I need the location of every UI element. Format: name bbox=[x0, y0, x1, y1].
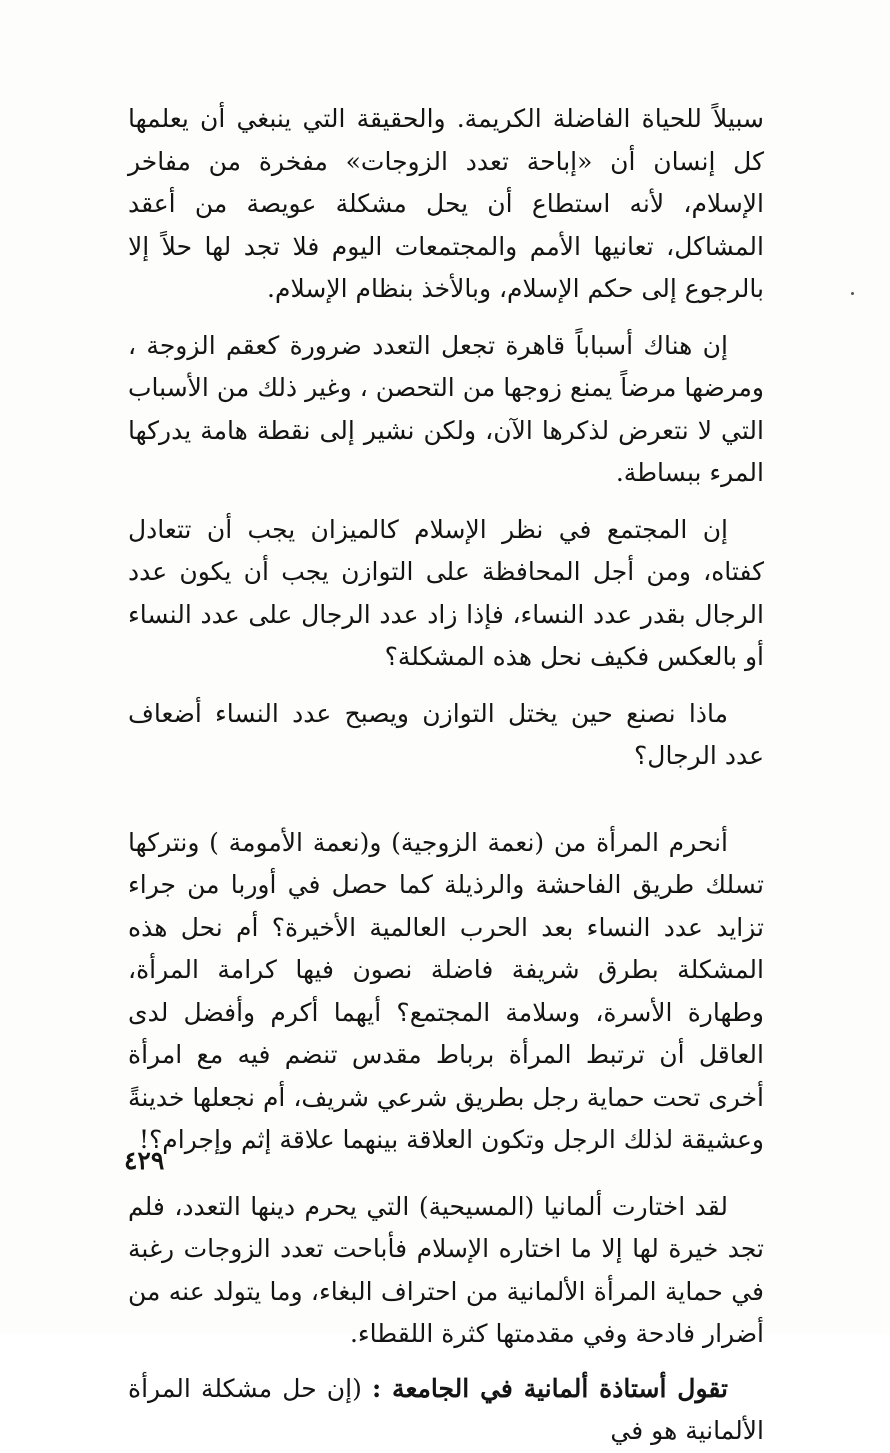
paragraph-6: لقد اختارت ألمانيا (المسيحية) التي يحرم دينها التعدد، فلم تجد خيرة لها إلا ما اختاره الإسلام فأباحت تعدد الزوجات رغبة في حماية المرأة الألمانية من احتراف البغاء، وما يتولد عنه من أضرار فادحة وفي مقدمتها كثرة اللقطاء. bbox=[128, 1191, 764, 1348]
paragraph-2: إن هناك أسباباً قاهرة تجعل التعدد ضرورة كعقم الزوجة ، ومرضها مرضاً يمنع زوجها من التحصن ، وغير ذلك من الأسباب التي لا نتعرض لذكرها الآن، ولكن نشير إلى نقطة هامة يدركها المرء ببساطة. bbox=[128, 330, 764, 487]
paragraph-1: سبيلاً للحياة الفاضلة الكريمة. والحقيقة التي ينبغي أن يعلمها كل إنسان أن «إباحة تعدد الزوجات» مفخرة من مفاخر الإسلام، لأنه استطاع أن يحل مشكلة عويصة من أعقد المشاكل، تعانيها الأمم والمجتمعات اليوم فلا تجد لها حلاً إلا بالرجوع إلى حكم الإسلام، وبالأخذ بنظام الإسلام. bbox=[128, 104, 764, 303]
paragraph-7-text: (إن حل مشكلة المرأة الألمانية هو في bbox=[128, 1373, 764, 1445]
paragraph-3: إن المجتمع في نظر الإسلام كالميزان يجب أن تتعادل كفتاه، ومن أجل المحافظة على التوازن يجب أن يكون عدد الرجال بقدر عدد النساء، فإذا زاد عدد الرجال على عدد النساء أو بالعكس فكيف نحل هذه المشكلة؟ bbox=[128, 514, 764, 671]
scan-speck bbox=[851, 292, 854, 295]
paragraph-7-lead-bold: تقول أستاذة ألمانية في الجامعة : bbox=[371, 1373, 728, 1403]
body-text bbox=[128, 98, 764, 1453]
page-number: ٤٢٩ bbox=[124, 1146, 165, 1175]
paragraph-5: أنحرم المرأة من (نعمة الزوجية) و(نعمة الأمومة ) ونتركها تسلك طريق الفاحشة والرذيلة كما حصل في أوربا من جراء تزايد عدد النساء بعد الحرب العالمية الأخيرة؟ أم نحل هذه المشكلة بطرق شريفة فاضلة نصون فيها كرامة المرأة، وطهارة الأسرة، وسلامة المجتمع؟ أيهما أكرم وأفضل لدى العاقل أن ترتبط المرأة برباط مقدس تنضم فيه مع امرأة أخرى تحت حماية رجل بطريق شرعي شريف، أم نجعلها خدينةً وعشيقة لذلك الرجل وتكون العلاقة بينهما علاقة إثم وإجرام؟! bbox=[128, 827, 764, 1154]
paragraph-4: ماذا نصنع حين يختل التوازن ويصبح عدد النساء أضعاف عدد الرجال؟ bbox=[128, 698, 764, 770]
paragraph-7 bbox=[128, 1368, 764, 1453]
